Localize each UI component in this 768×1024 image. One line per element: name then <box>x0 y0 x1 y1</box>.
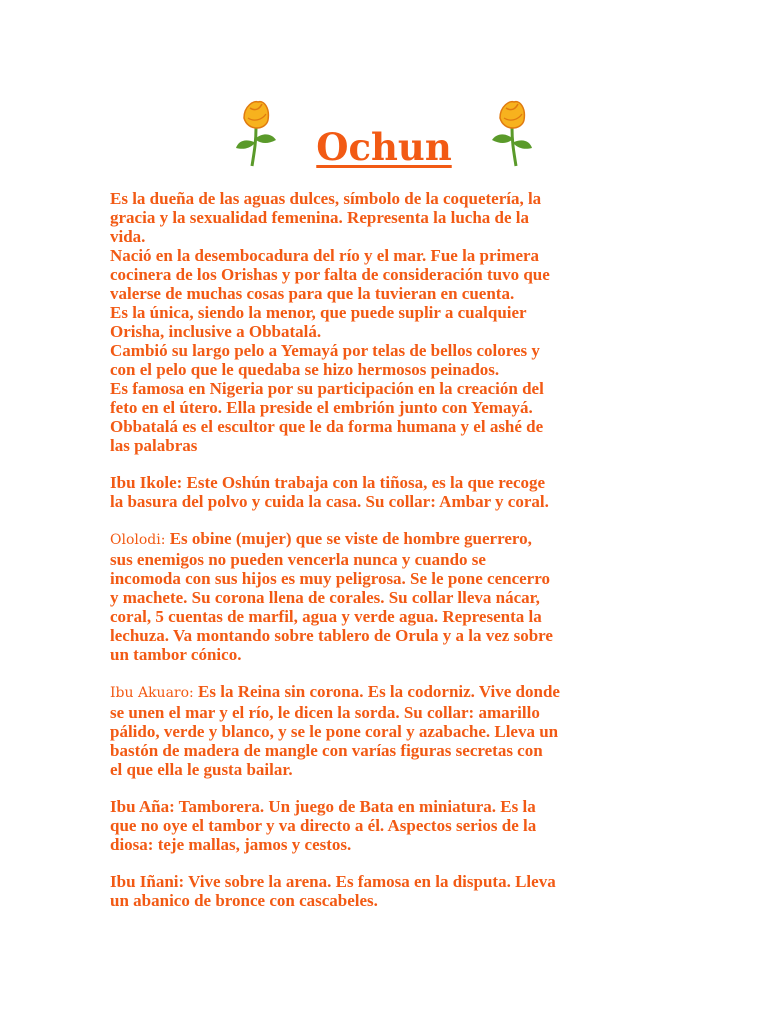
text-line <box>110 529 670 550</box>
ibu-akuaro-paragraph <box>110 682 670 779</box>
text-line <box>110 682 670 703</box>
text-line: las palabras <box>110 436 198 455</box>
ibu-ikole-paragraph <box>110 473 670 511</box>
ololodi-paragraph <box>110 529 670 664</box>
text-line: Es la dueña de las aguas dulces, símbolo de la coquetería, la <box>110 189 542 208</box>
text-line: y machete. Su corona llena de corales. Su collar lleva nácar, <box>110 588 540 607</box>
text-line: vida. <box>110 227 146 246</box>
text-line: Ibu Ikole: Este Oshún trabaja con la tiñosa, es la que recoge <box>110 473 546 492</box>
ibu-ana-paragraph <box>110 797 670 854</box>
text-line: coral, 5 cuentas de marfil, agua y verde agua. Representa la <box>110 607 542 626</box>
text-line: Es la única, siendo la menor, que puede suplir a cualquier <box>110 303 527 322</box>
text-line: un abanico de bronce con cascabeles. <box>110 891 378 910</box>
ololodi-first-line: Es obine (mujer) que se viste de hombre guerrero, <box>165 529 532 548</box>
text-line: diosa: teje mallas, jamos y cestos. <box>110 835 352 854</box>
text-line: el que ella le gusta bailar. <box>110 760 293 779</box>
text-line: gracia y la sexualidad femenina. Representa la lucha de la <box>110 208 530 227</box>
text-line: con el pelo que le quedaba se hizo hermosos peinados. <box>110 360 500 379</box>
text-line: que no oye el tambor y va directo a él. Aspectos serios de la <box>110 816 537 835</box>
text-line: lechuza. Va montando sobre tablero de Orula y a la vez sobre <box>110 626 553 645</box>
text-line: un tambor cónico. <box>110 645 242 664</box>
text-line: Obbatalá es el escultor que le da forma humana y el ashé de <box>110 417 544 436</box>
text-line: se unen el mar y el río, le dicen la sorda. Su collar: amarillo <box>110 703 540 722</box>
text-line: pálido, verde y blanco, y se le pone coral y azabache. Lleva un <box>110 722 559 741</box>
intro-paragraph <box>110 189 670 455</box>
ololodi-name: Ololodi: <box>110 532 166 548</box>
text-line: Cambió su largo pelo a Yemayá por telas de bellos colores y <box>110 341 540 360</box>
akuaro-first-line: Es la Reina sin corona. Es la codorniz. Vive donde <box>193 682 560 701</box>
text-line: feto en el útero. Ella preside el embrión junto con Yemayá. <box>110 398 533 417</box>
text-line: Orisha, inclusive a Obbatalá. <box>110 322 322 341</box>
text-line: Ibu Aña: Tamborera. Un juego de Bata en miniatura. Es la <box>110 797 536 816</box>
text-line: bastón de madera de mangle con varías figuras secretas con <box>110 741 543 760</box>
text-line: Es famosa en Nigeria por su participación en la creación del <box>110 379 544 398</box>
text-line: incomoda con sus hijos es muy peligrosa. Se le pone cencerro <box>110 569 550 588</box>
rose-icon <box>490 98 534 168</box>
text-line: cocinera de los Orishas y por falta de consideración tuvo que <box>110 265 550 284</box>
title-row <box>0 94 768 174</box>
text-line: sus enemigos no pueden vencerla nunca y cuando se <box>110 550 486 569</box>
document-body <box>110 189 670 928</box>
ibu-inani-paragraph <box>110 872 670 910</box>
text-line: Nació en la desembocadura del río y el mar. Fue la primera <box>110 246 540 265</box>
text-line: valerse de muchas cosas para que la tuvieran en cuenta. <box>110 284 515 303</box>
akuaro-name: Ibu Akuaro: <box>110 685 194 701</box>
text-line: Ibu Iñani: Vive sobre la arena. Es famosa en la disputa. Lleva <box>110 872 556 891</box>
page-title: Ochun <box>316 125 452 169</box>
text-line: la basura del polvo y cuida la casa. Su collar: Ambar y coral. <box>110 492 549 511</box>
